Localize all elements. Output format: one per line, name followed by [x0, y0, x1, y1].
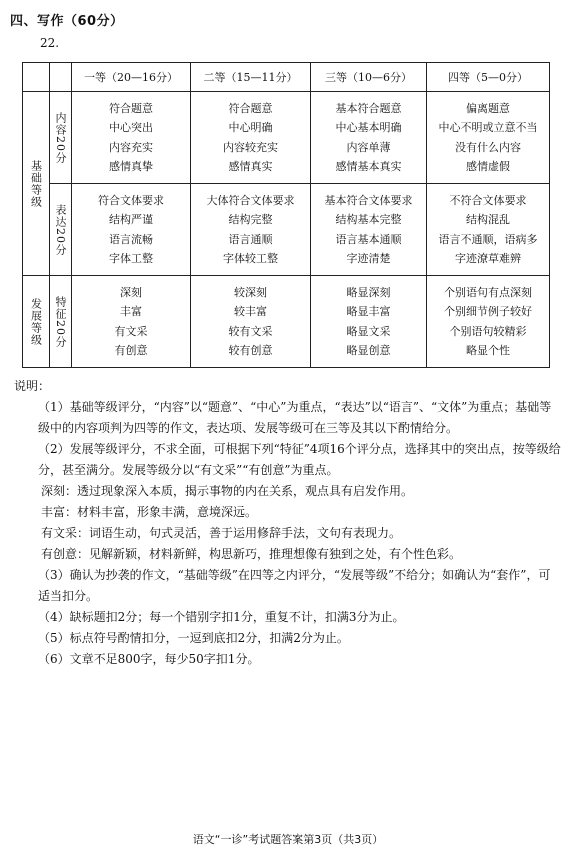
grade-header: 三等（10—6分）	[311, 63, 427, 92]
row-label-expression: 表达20分	[50, 184, 72, 276]
note-paragraph: （6）文章不足800字，每少50字扣1分。	[38, 652, 260, 666]
criteria-cell: 符合文体要求 结构严谨 语言流畅 字体工整	[72, 184, 191, 276]
grade-header: 四等（5—0分）	[427, 63, 550, 92]
criteria-cell: 偏离题意 中心不明或立意不当 没有什么内容 感情虚假	[427, 92, 550, 184]
rubric-row-features	[23, 276, 550, 368]
criteria-cell: 不符合文体要求 结构混乱 语言不通顺，语病多 字迹潦草难辨	[427, 184, 550, 276]
group-label-development: 发展等级	[23, 276, 50, 368]
corner-cell	[23, 63, 50, 92]
question-number: 22.	[40, 36, 60, 50]
note-definition: 有文采：词语生动，句式灵活，善于运用修辞手法，文句有表现力。	[41, 526, 402, 540]
note-definition: 丰富：材料丰富，形象丰满，意境深远。	[41, 505, 258, 519]
rubric-row-content	[23, 92, 550, 184]
scoring-notes	[14, 376, 562, 670]
criteria-cell: 符合题意 中心明确 内容较充实 感情真实	[191, 92, 311, 184]
scoring-rubric-table	[22, 62, 550, 368]
criteria-cell: 大体符合文体要求 结构完整 语言通顺 字体较工整	[191, 184, 311, 276]
note-paragraph: （2）发展等级评分，不求全面，可根据下列“特征”4项16个评分点，选择其中的突出点，按等级给分，甚至满分。发展等级分以“有文采”“有创意”为重点。	[38, 442, 561, 477]
row-label-features: 特征20分	[50, 276, 72, 368]
rubric-header-row	[23, 63, 550, 92]
grade-header: 一等（20—16分）	[72, 63, 191, 92]
corner-cell	[50, 63, 72, 92]
rubric-row-expression	[23, 184, 550, 276]
note-paragraph: （3）确认为抄袭的作文，“基础等级”在四等之内评分，“发展等级”不给分；如确认为“套作”，可适当扣分。	[38, 568, 551, 603]
criteria-cell: 略显深刻 略显丰富 略显文采 略显创意	[311, 276, 427, 368]
grade-header: 二等（15—11分）	[191, 63, 311, 92]
notes-heading: 说明：	[14, 379, 51, 393]
criteria-cell: 个别语句有点深刻 个别细节例子较好 个别语句较精彩 略显个性	[427, 276, 550, 368]
page-footer: 语文“一诊”考试题答案第3页（共3页）	[192, 833, 384, 846]
criteria-cell: 较深刻 较丰富 较有文采 较有创意	[191, 276, 311, 368]
note-definition: 深刻：透过现象深入本质，揭示事物的内在关系，观点具有启发作用。	[41, 484, 414, 498]
note-paragraph: （5）标点符号酌情扣分，一逗到底扣2分，扣满2分为止。	[38, 631, 349, 645]
note-paragraph: （4）缺标题扣2分；每一个错别字扣1分，重复不计，扣满3分为止。	[38, 610, 405, 624]
group-label-basic: 基础等级	[23, 92, 50, 276]
section-title: 四、写作（60分）	[10, 14, 124, 29]
note-paragraph: （1）基础等级评分，“内容”以“题意”、“中心”为重点，“表达”以“语言”、“文体”为重点；基础等级中的内容项判为四等的作文，表达项、发展等级可在三等及其以下酌情给分。	[38, 400, 552, 435]
criteria-cell: 基本符合题意 中心基本明确 内容单薄 感情基本真实	[311, 92, 427, 184]
criteria-cell: 基本符合文体要求 结构基本完整 语言基本通顺 字迹清楚	[311, 184, 427, 276]
criteria-cell: 深刻 丰富 有文采 有创意	[72, 276, 191, 368]
row-label-content: 内容20分	[50, 92, 72, 184]
note-definition: 有创意：见解新颖，材料新鲜，构思新巧，推理想像有独到之处，有个性色彩。	[41, 547, 462, 561]
criteria-cell: 符合题意 中心突出 内容充实 感情真挚	[72, 92, 191, 184]
